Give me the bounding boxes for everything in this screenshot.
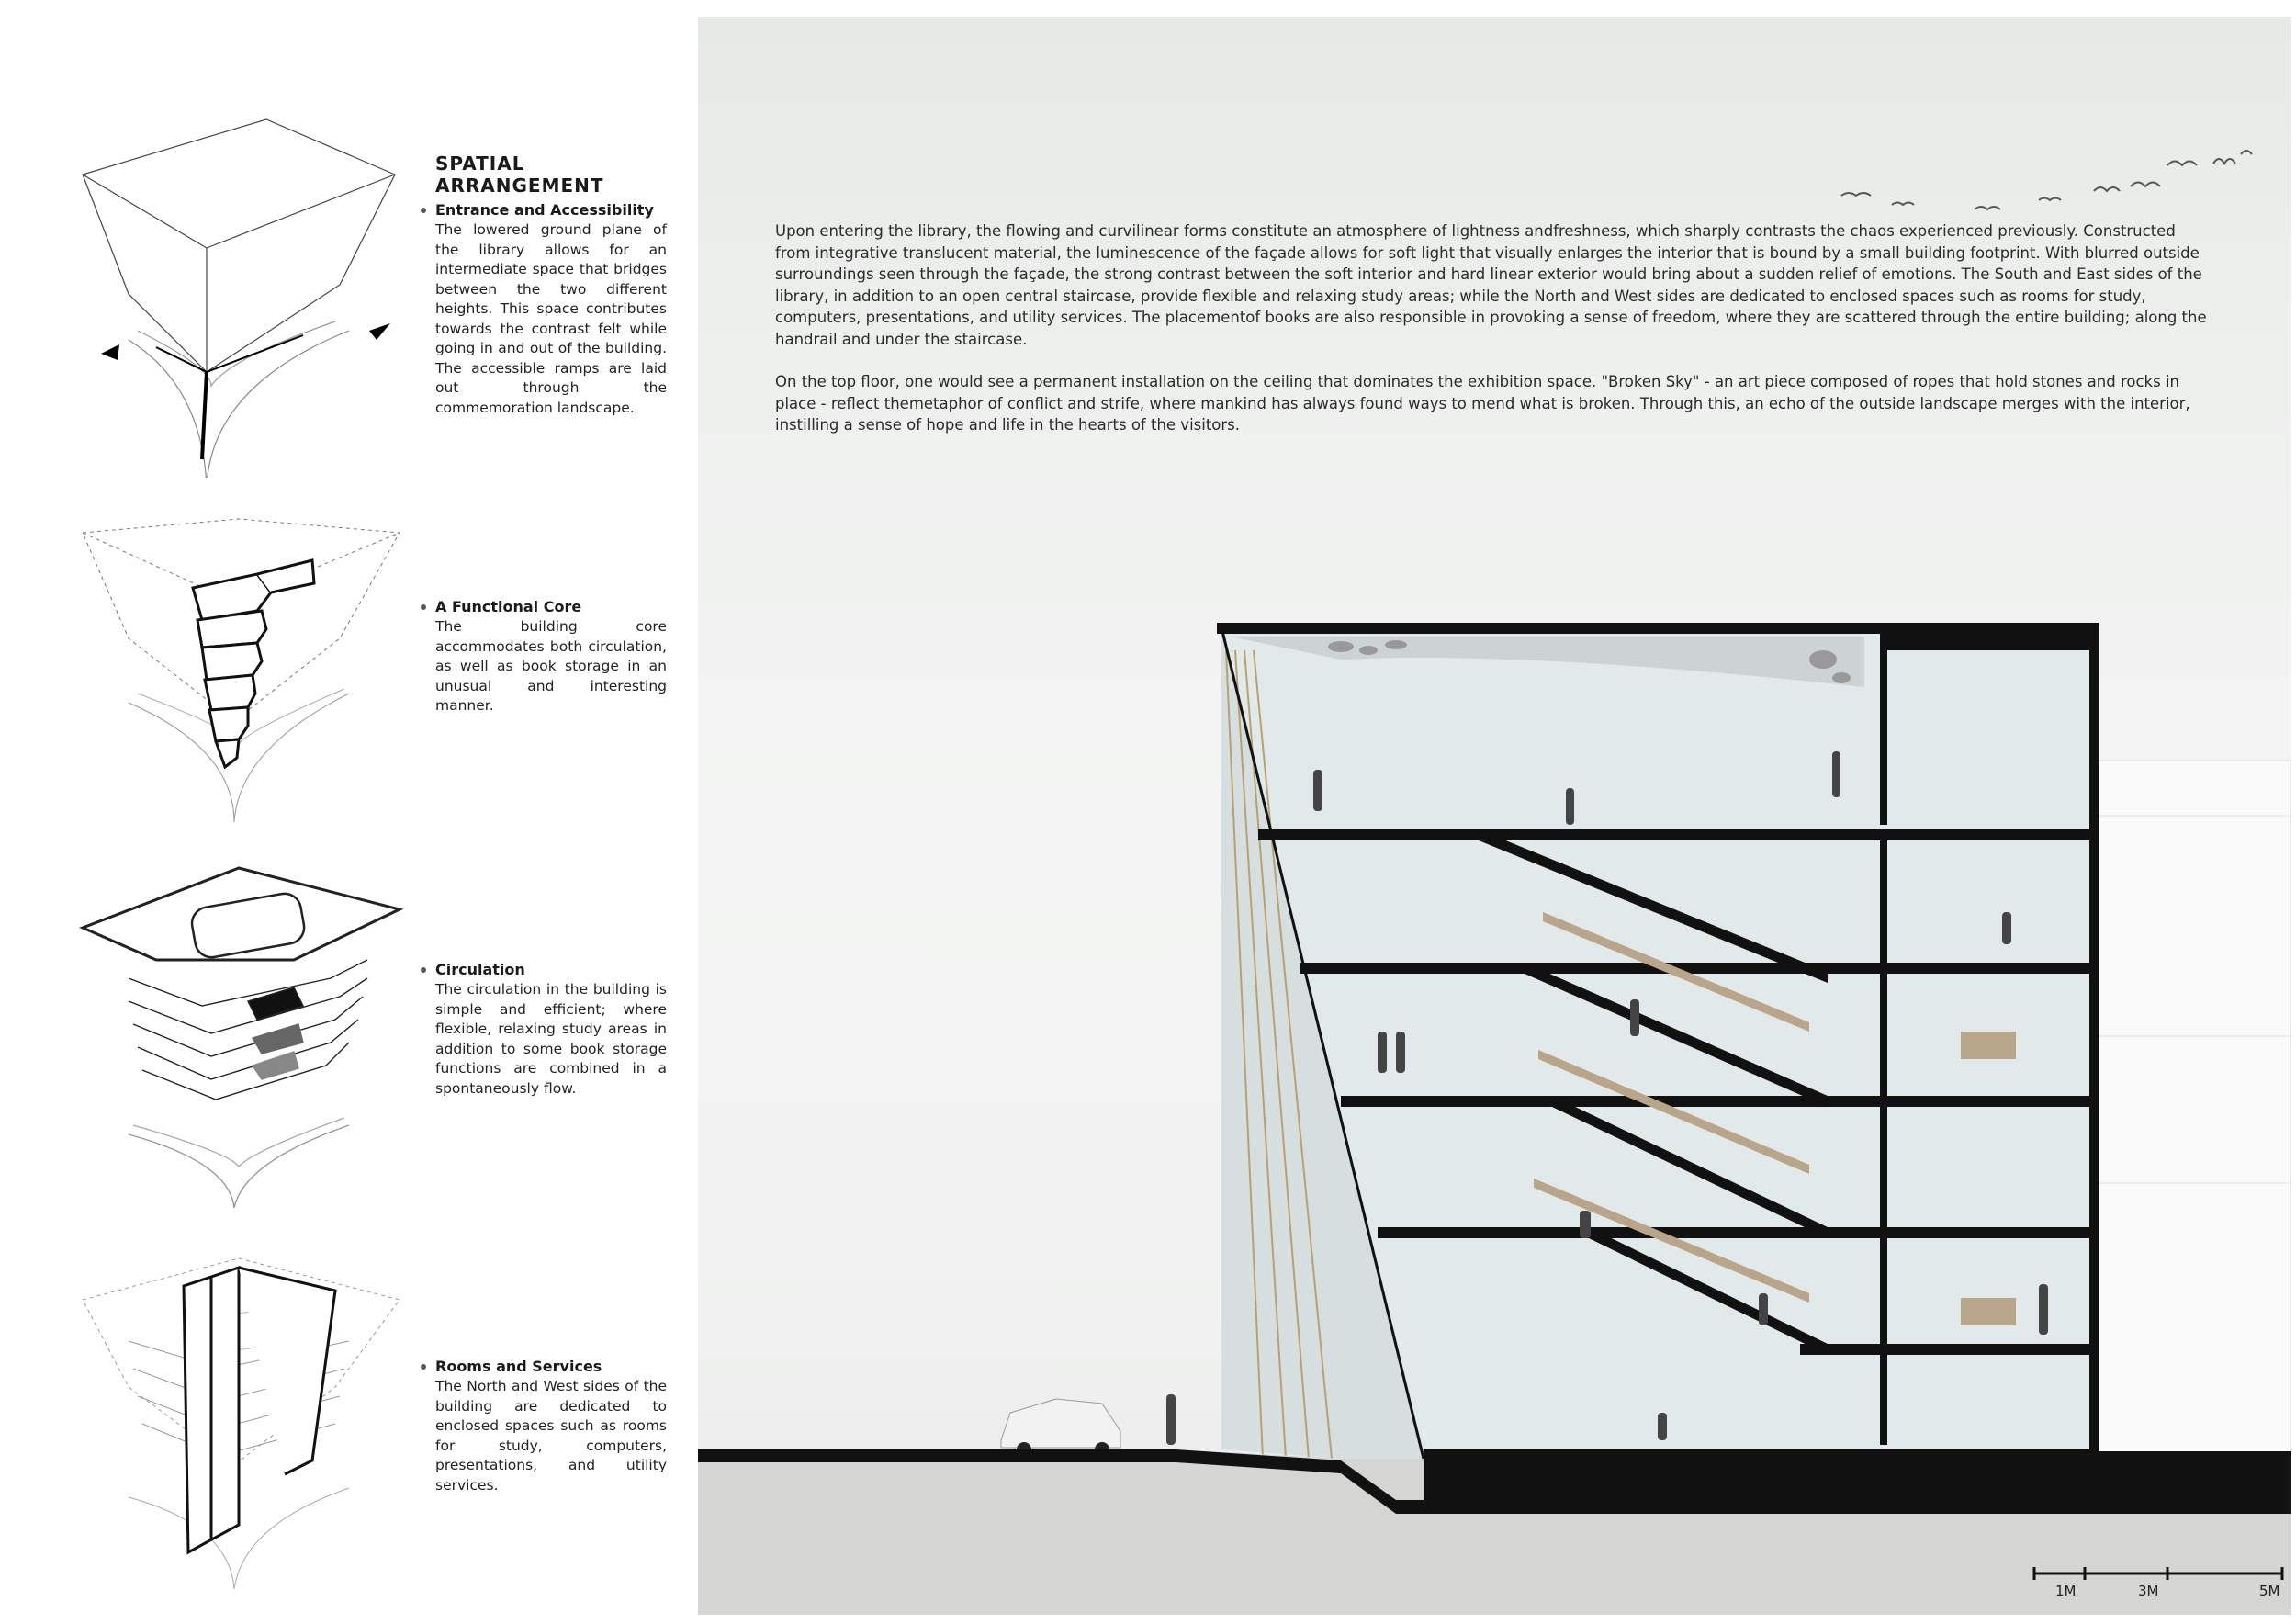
feature-heading: Rooms and Services [435,1358,602,1375]
diagram-entrance-envelope [73,110,413,478]
feature-heading: A Functional Core [435,598,582,615]
bullet-icon [421,208,426,213]
feature-body: The lowered ground plane of the library allows for an intermediate space that bridges between the two different heights. This space contributes towards the contrast felt while going in and out of the building. The accessible ramps are laid out through the commemoration landscape. [435,221,667,416]
car-icon [1001,1399,1120,1457]
scale-label-3m: 3M [2138,1583,2159,1599]
scale-label-1m: 1M [2055,1583,2077,1599]
scale-label-5m: 5M [2259,1583,2280,1599]
description-text [775,220,2208,457]
diagram-column [0,0,698,1624]
feature-heading: Entrance and Accessibility [435,201,654,219]
feature-functional-core [435,597,667,716]
diagram-rooms-services [73,1249,413,1598]
section-render-panel [698,17,2291,1615]
feature-heading: Circulation [435,961,525,978]
feature-body: The building core accommodates both circulation, as well as book storage in an unusual and interesting manner. [435,618,667,714]
birds-icon [1841,151,2252,209]
bullet-icon [421,604,426,610]
arrow-right-icon [369,323,390,340]
bullet-icon [421,1364,426,1370]
bullet-icon [421,967,426,973]
feature-rooms-services [435,1357,667,1495]
description-paragraph-1: Upon entering the library, the flowing and curvilinear forms constitute an atmosphere of lightness andfreshness, which sharply contrasts the chaos experienced previously. Constructed from integrative translucent material, the luminescence of the façade allows for soft light that visually enlarges the interior that is bound by a small building footprint. With blurred outside surroundings seen through the façade, the strong contrast between the soft interior and hard linear exterior would bring about a sudden relief of emotions. The South and East sides of the library, in addition to an open central staircase, provide flexible and relaxing study areas; while the North and West sides are dedicated to enclosed spaces such as rooms for study, computers, presentations, and utility services. The placementof books are also responsible in provoking a sense of freedom, where they are scattered through the entire building; along the handrail and under the staircase. [775,222,2207,348]
arrow-left-icon [101,344,119,360]
feature-circulation [435,960,667,1099]
feature-body: The North and West sides of the building are dedicated to enclosed spaces such as rooms for study, computers, presentations, and utility services. [435,1378,667,1494]
section-title: SPATIAL ARRANGEMENT [435,152,604,197]
feature-body: The circulation in the building is simple and efficient; where flexible, relaxing study areas in addition to some book storage functions are combined in a spontaneously flow. [435,981,667,1097]
feature-entrance [435,200,667,418]
diagram-functional-core [73,510,413,840]
description-paragraph-2: On the top floor, one would see a permanent installation on the ceiling that dominates the exhibition space. "Broken Sky" - an art piece composed of ropes that hold stones and rocks in place - reflect themetaphor of conflict and strife, where mankind has always found ways to mend what is broken. Through this, an echo of the outside landscape merges with the interior, instilling a sense of hope and life in the hearts of the visitors. [775,373,2190,434]
diagram-circulation [73,859,413,1208]
